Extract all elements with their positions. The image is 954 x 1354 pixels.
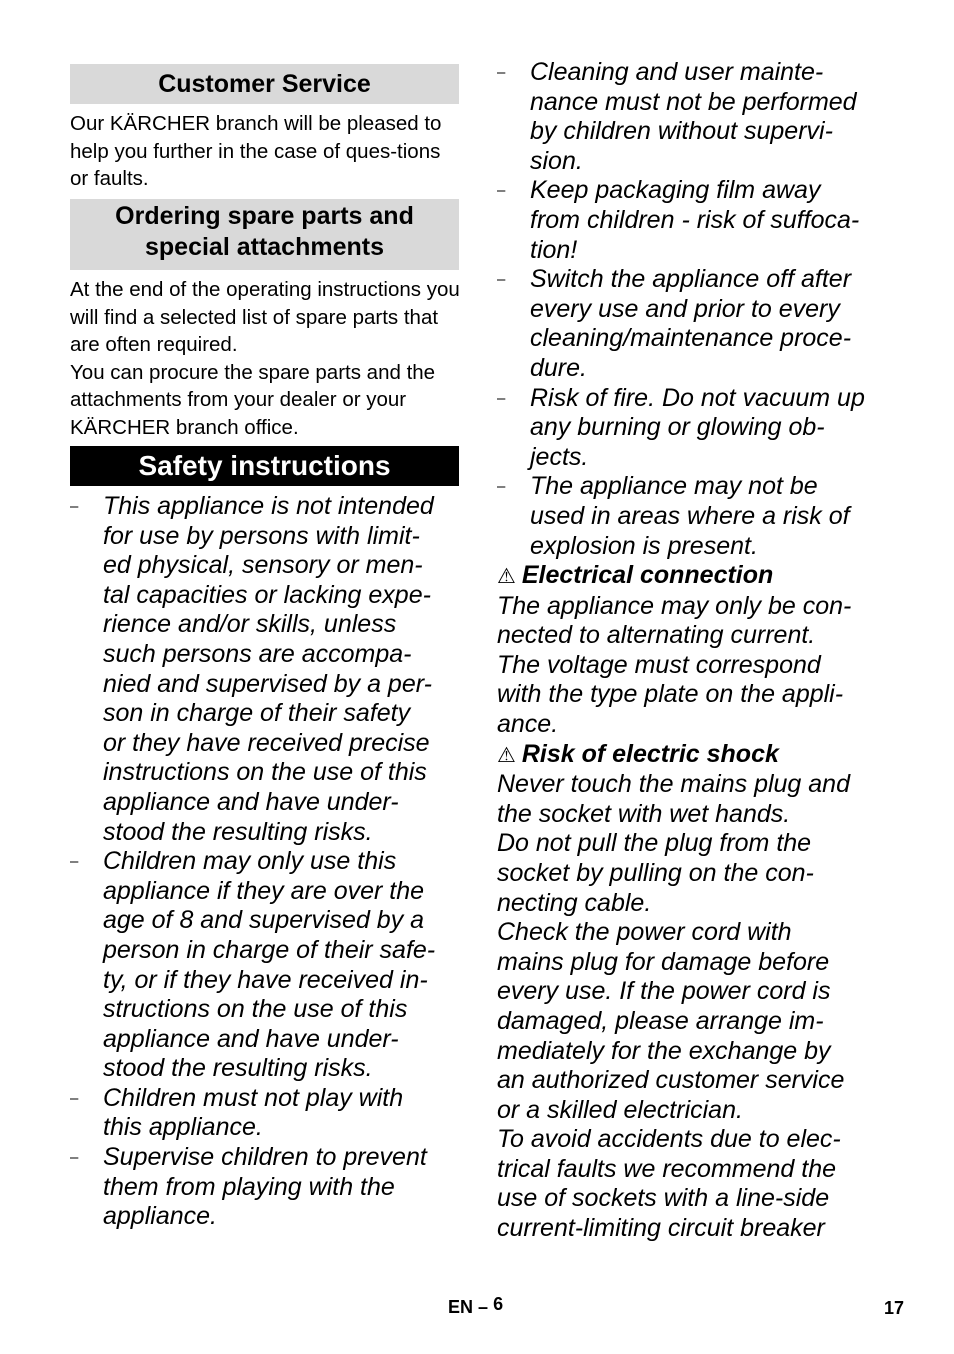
electric-shock-text: Never touch the mains plug and the socket with wet hands. Do not pull the plug from the socket by pulling on the con- necting cable. Check the power cord with mains plug for damage before every use. If the power cord is damaged, please arrange im- mediately for the exchange by an authorized customer service or a skilled electrician. To avoid accidents due to elec- trical faults we recommend the use of sockets with a line-side current-limiting circuit breaker	[497, 770, 850, 1243]
dash-icon: –	[70, 1089, 79, 1107]
list-item: – Children must not play with this appliance.	[70, 1083, 404, 1142]
dash-icon: –	[497, 271, 506, 289]
list-item: – Keep packaging film away from children - risk of suffoca- tion!	[497, 176, 860, 264]
page-number: 17	[884, 1298, 905, 1318]
electrical-connection-title: ⚠ Electrical connection	[497, 561, 774, 589]
warning-icon: ⚠	[497, 743, 516, 767]
dash-icon: –	[70, 498, 79, 515]
safety-instructions-heading: Safety instructions	[70, 446, 459, 486]
ordering-heading: Ordering spare parts and special attachments	[70, 199, 459, 270]
ordering-paragraph-2: You can procure the spare parts and the attachments from your dealer or your KÄRCHER branch office.	[70, 360, 436, 439]
dash-icon: –	[497, 389, 506, 407]
list-item: – This appliance is not intended for use by persons with limit- ed physical, sensory or men- tal capacities or lacking expe- rience and/or skills, unless such persons are accompa- nied and supervised by a per- son in charge of their safety or they have received precise instructions on the use of this appliance and have under- stood the resulting risks.	[70, 492, 434, 846]
list-item: – Children may only use this appliance if they are over the age of 8 and supervised by a person in charge of their safe- ty, or if they have received in- structions on the use of this appliance and have under- stood the resulting risks.	[70, 847, 436, 1083]
list-item: – Switch the appliance off after every use and prior to every cleaning/maintenance proce- dure.	[497, 265, 852, 382]
dash-icon: –	[497, 64, 506, 81]
list-item: – The appliance may not be used in areas where a risk of explosion is present.	[497, 472, 850, 560]
dash-icon: –	[70, 1149, 79, 1167]
list-item: – Cleaning and user mainte- nance must not be performed by children without supervi- sion.	[497, 58, 857, 175]
footer-language-section: EN – 6	[448, 1294, 504, 1317]
dash-icon: –	[70, 853, 79, 871]
electric-shock-title: ⚠ Risk of electric shock	[497, 739, 779, 768]
customer-service-heading: Customer Service	[70, 64, 459, 104]
list-item: – Supervise children to prevent them from playing with the appliance.	[70, 1143, 427, 1231]
customer-service-text: Our KÄRCHER branch will be pleased to help you further in the case of ques-tions or faults.	[70, 112, 442, 190]
dash-icon: –	[497, 182, 506, 200]
warning-icon: ⚠	[497, 565, 516, 588]
ordering-paragraph-1: At the end of the operating instructions you will find a selected list of spare parts that are often required.	[70, 278, 460, 356]
safety-bullet-list-continued	[497, 58, 897, 561]
electrical-connection-section	[497, 561, 897, 1244]
ordering-text	[70, 276, 462, 441]
list-item: – Risk of fire. Do not vacuum up any burning or glowing ob- jects.	[497, 383, 865, 471]
safety-bullet-list	[70, 492, 465, 1232]
electrical-connection-text: The appliance may only be con- nected to alternating current. The voltage must correspond with the type plate on the appli- ance.	[497, 591, 852, 738]
dash-icon: –	[497, 478, 506, 496]
